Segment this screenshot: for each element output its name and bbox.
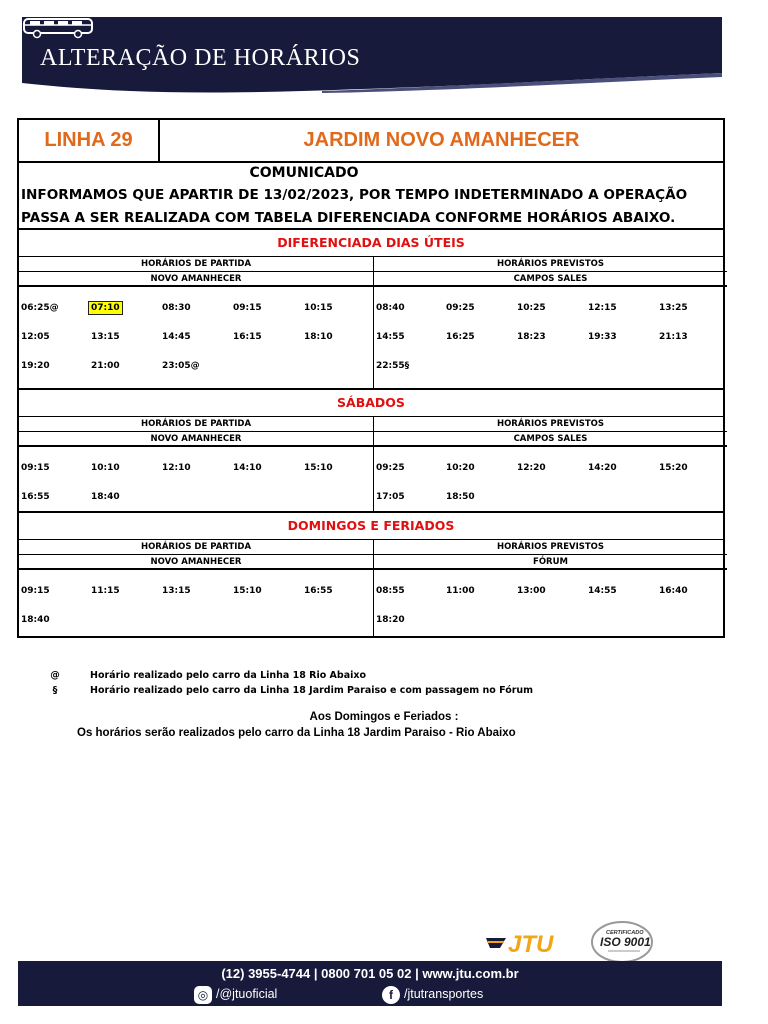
time-cell: 16:15 (233, 332, 262, 342)
note-text: Horário realizado pelo carro da Linha 18 Jardim Paraiso e com passagem no Fórum (90, 685, 534, 696)
note-symbol: @ (50, 670, 60, 681)
note-symbol: § (52, 685, 58, 696)
time-cell: 12:10 (162, 463, 191, 473)
time-cell: 18:20 (376, 615, 405, 625)
page-title: ALTERAÇÃO DE HORÁRIOS (40, 45, 361, 71)
jtu-logo-text: JTU (508, 931, 554, 958)
time-cell: 15:10 (304, 463, 333, 473)
time-cell: 18:23 (517, 332, 546, 342)
iso-logo-text: ISO 9001 (600, 935, 651, 949)
time-cell: 14:55 (588, 586, 617, 596)
time-cell: 17:05 (376, 492, 405, 502)
notes (48, 668, 648, 698)
iso-logo-caption: CERTIFICADO (606, 930, 644, 936)
sunday-note-heading: Aos Domingos e Feriados : (309, 711, 459, 723)
note-text: Horário realizado pelo carro da Linha 18 Rio Abaixo (90, 670, 367, 681)
time-cell: 09:15 (21, 463, 50, 473)
arrival-column (373, 257, 727, 390)
column-place: NOVO AMANHECER (19, 555, 373, 570)
time-cell: 07:10 (91, 303, 120, 313)
column-place: FÓRUM (374, 555, 727, 570)
section-title: SÁBADOS (19, 390, 723, 417)
time-cell: 13:25 (659, 303, 688, 313)
time-cell: 13:15 (91, 332, 120, 342)
bus-icon (22, 17, 96, 39)
time-cell: 08:30 (162, 303, 191, 313)
column-header: HORÁRIOS DE PARTIDA (19, 417, 373, 432)
instagram-handle: /@jtuoficial (216, 987, 278, 1001)
schedule-table (17, 118, 725, 638)
time-cell: 15:10 (233, 586, 262, 596)
time-cell: 21:00 (91, 361, 120, 371)
time-cell: 11:00 (446, 586, 475, 596)
instagram-link[interactable] (194, 985, 277, 1005)
column-place: CAMPOS SALES (374, 432, 727, 447)
time-cell: 16:55 (304, 586, 333, 596)
schedule-section (19, 513, 723, 638)
line-number: LINHA 29 (19, 120, 160, 161)
time-cell: 18:40 (91, 492, 120, 502)
time-cell: 14:55 (376, 332, 405, 342)
section-title: DOMINGOS E FERIADOS (19, 513, 723, 540)
notice-body: INFORMAMOS QUE APARTIR DE 13/02/2023, POR TEMPO INDETERMINADO A OPERAÇÃO PASSA A SER REALIZADA COM TABELA DIFERENCIADA CONFORME HORÁRIOS ABAIXO. (21, 187, 688, 226)
column-place: NOVO AMANHECER (19, 272, 373, 287)
facebook-link[interactable] (382, 985, 483, 1005)
time-cell: 11:15 (91, 586, 120, 596)
time-cell: 09:25 (376, 463, 405, 473)
time-cell: 13:00 (517, 586, 546, 596)
departure-column (19, 417, 373, 513)
time-cell: 23:05@ (162, 361, 200, 371)
notice-block (19, 163, 723, 230)
footer-contact: (12) 3955-4744 | 0800 701 05 02 | www.jtu.com.br (221, 966, 519, 981)
column-header: HORÁRIOS PREVISTOS (374, 417, 727, 432)
column-header: HORÁRIOS DE PARTIDA (19, 540, 373, 555)
arrival-column (373, 417, 727, 513)
jtu-logo (486, 928, 586, 958)
time-cell: 18:40 (21, 615, 50, 625)
schedule-section (19, 390, 723, 513)
time-cell: 14:20 (588, 463, 617, 473)
time-cell: 12:15 (588, 303, 617, 313)
time-cell: 08:40 (376, 303, 405, 313)
time-cell: 21:13 (659, 332, 688, 342)
facebook-handle: /jtutransportes (404, 987, 484, 1001)
time-cell: 14:45 (162, 332, 191, 342)
time-cell: 18:10 (304, 332, 333, 342)
time-cell: 09:25 (446, 303, 475, 313)
arrival-column (373, 540, 727, 638)
notice-title: COMUNICADO (249, 165, 359, 181)
iso-logo (588, 918, 674, 966)
time-cell: 16:25 (446, 332, 475, 342)
departure-column (19, 257, 373, 390)
time-cell: 10:15 (304, 303, 333, 313)
column-header: HORÁRIOS PREVISTOS (374, 540, 727, 555)
time-cell: 12:20 (517, 463, 546, 473)
time-cell: 06:25@ (21, 303, 59, 313)
time-cell: 22:55§ (376, 361, 410, 371)
column-header: HORÁRIOS PREVISTOS (374, 257, 727, 272)
instagram-icon: ◎ (194, 986, 212, 1004)
note-row (48, 668, 648, 683)
line-name: JARDIM NOVO AMANHECER (303, 129, 580, 151)
time-cell: 10:20 (446, 463, 475, 473)
line-header (19, 120, 723, 163)
time-cell: 13:15 (162, 586, 191, 596)
column-place: NOVO AMANHECER (19, 432, 373, 447)
departure-column (19, 540, 373, 638)
time-cell: 08:55 (376, 586, 405, 596)
time-cell: 15:20 (659, 463, 688, 473)
section-title: DIFERENCIADA DIAS ÚTEIS (19, 230, 723, 257)
time-cell: 14:10 (233, 463, 262, 473)
time-cell: 09:15 (21, 586, 50, 596)
time-cell: 16:40 (659, 586, 688, 596)
schedule-section (19, 230, 723, 390)
time-cell: 19:20 (21, 361, 50, 371)
time-cell: 10:25 (517, 303, 546, 313)
footer (18, 961, 722, 1006)
column-header: HORÁRIOS DE PARTIDA (19, 257, 373, 272)
time-cell: 12:05 (21, 332, 50, 342)
time-cell: 18:50 (446, 492, 475, 502)
column-place: CAMPOS SALES (374, 272, 727, 287)
note-row (48, 683, 648, 698)
facebook-icon: f (382, 986, 400, 1004)
time-cell: 19:33 (588, 332, 617, 342)
sunday-note-text: Os horários serão realizados pelo carro da Linha 18 Jardim Paraiso - Rio Abaixo (77, 727, 516, 739)
time-cell: 09:15 (233, 303, 262, 313)
header-banner (22, 17, 722, 97)
time-cell: 10:10 (91, 463, 120, 473)
time-cell: 16:55 (21, 492, 50, 502)
